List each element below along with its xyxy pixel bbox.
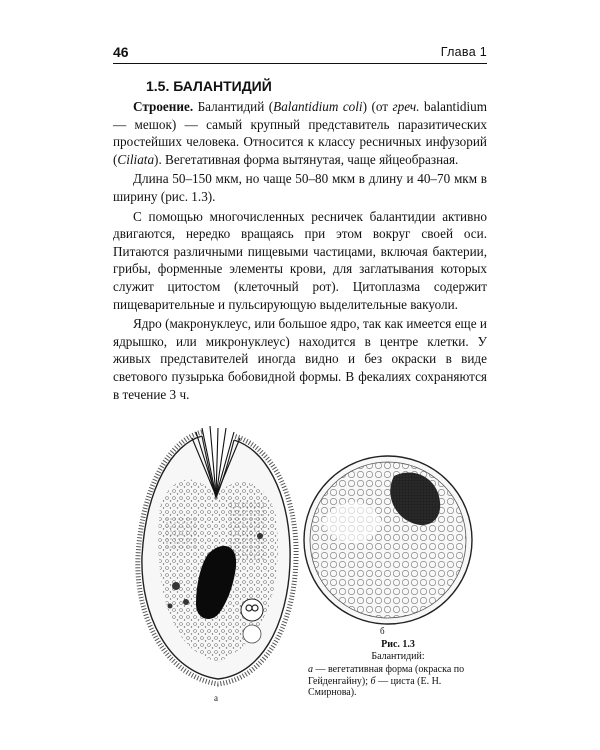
paragraph-lead: Строение. <box>133 99 194 114</box>
figure-label-a: а <box>214 693 218 703</box>
text-run: ). Вегетативная форма вытянутая, чаще яйцеобразная. <box>154 151 459 167</box>
text-run: ) (от <box>362 99 393 114</box>
caption-letter-b: б <box>370 675 376 687</box>
running-header-chapter: Глава 1 <box>440 45 487 59</box>
caption-subtitle: Балантидий: <box>371 650 425 662</box>
text-run: balantidium — мешок) — самый крупный представитель паразитических простейших человека. Относится к классу ресничных инфузорий ( <box>113 99 487 167</box>
body-text <box>113 98 487 403</box>
caption-title: Рис. 1.3 <box>381 639 415 650</box>
figure-label-b: б <box>380 626 385 636</box>
paragraph-movement: С помощью многочисленных ресничек балантидии активно двигаются, нередко вращаясь при этом вокруг своей оси. Питаются различными пищевыми частицами, включая бактерии, грибы, форменные элементы крови, для заглатывания которых служит цитостом (клеточный рот). Цитоплазма содержит пищеварительные и пульсирующую выделительные вакуоли. <box>113 208 487 312</box>
caption-description <box>308 664 488 699</box>
caption-letter-a: а <box>308 664 313 675</box>
text-run: Балантидий ( <box>193 99 274 114</box>
abbrev-greek: греч. <box>392 99 420 114</box>
page-number: 46 <box>113 44 129 60</box>
latin-name: Balantidium coli <box>273 99 363 114</box>
latin-name: Ciliata <box>117 151 155 167</box>
paragraph-nucleus: Ядро (макронуклеус, или большое ядро, так как имеется еще и ядрышко, или микронуклеус) находится в центре клетки. У живых представителей иногда видно и без окраски в виде светового пузырька бобовидной формы. В фекалиях сохраняются в течение 3 ч. <box>113 316 487 402</box>
paragraph-structure <box>113 98 487 168</box>
header-rule <box>113 63 487 64</box>
balantidium-vegetative-illustration <box>130 426 304 690</box>
section-title: 1.5. БАЛАНТИДИЙ <box>146 78 272 94</box>
caption-text-a: — вегетативная форма (окраска по Гейденгайну); <box>308 664 465 687</box>
paragraph-size: Длина 50–150 мкм, но чаще 50–80 мкм в длину и 40–70 мкм в ширину (рис. 1.3). <box>113 171 487 204</box>
caption-text-b: — циста (Е. Н. Смирнова). <box>308 675 442 698</box>
balantidium-cyst-illustration <box>302 452 474 630</box>
figure-caption <box>308 639 488 699</box>
